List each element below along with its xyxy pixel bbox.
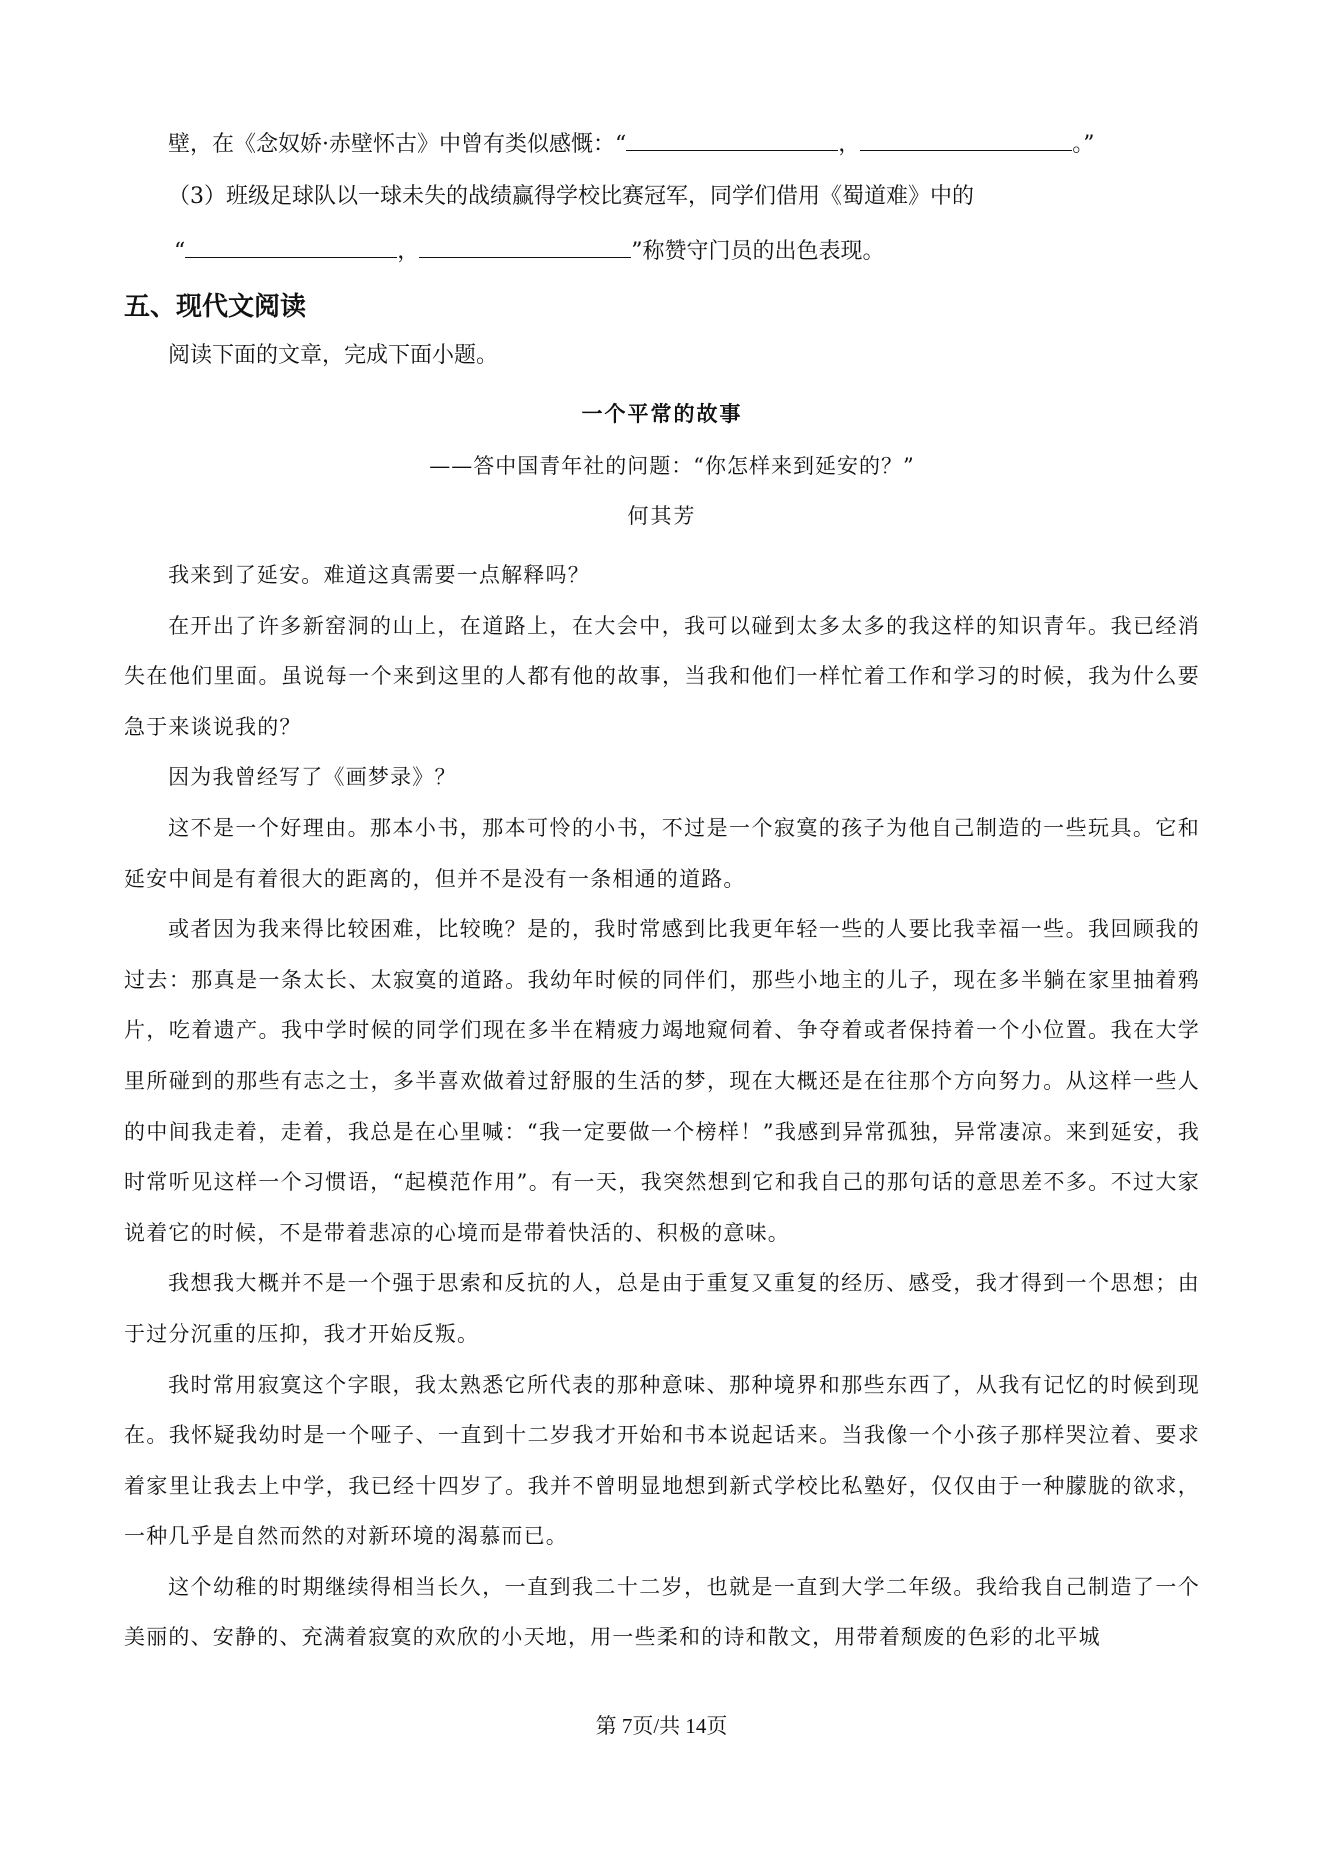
section-heading: 五、现代文阅读 [124,292,307,322]
article-paragraph: 或者因为我来得比较困难，比较晚？是的，我时常感到比我更年轻一些的人要比我幸福一些。我回顾我的过去：那真是一条太长、太寂寞的道路。我幼年时候的同伴们，那些小地主的儿子，现在多半躺在家里抽着鸦片，吃着遗产。我中学时候的同学们现在多半在精疲力竭地窥伺着、争夺着或者保持着一个小位置。我在大学里所碰到的那些有志之士，多半喜欢做着过舒服的生活的梦，现在大概还是在往那个方向努力。从这样一些人的中间我走着，走着，我总是在心里喊：“我一定要做一个榜样！”我感到异常孤独，异常凄凉。来到延安，我时常听见这样一个习惯语，“起模范作用”。有一天，我突然想到它和我自己的那句话的意思差不多。不过大家说着它的时候，不是带着悲凉的心境而是带着快活的、积极的意味。 [124,917,1200,1245]
article-paragraph: 我时常用寂寞这个字眼，我太熟悉它所代表的那种意味、那种境界和那些东西了，从我有记忆的时候到现在。我怀疑我幼时是一个哑子、一直到十二岁我才开始和书本说起话来。当我像一个小孩子那样哭泣着、要求着家里让我去上中学，我已经十四岁了。我并不曾明显地想到新式学校比私塾好，仅仅由于一种朦胧的欲求，一种几乎是自然而然的对新环境的渴慕而已。 [124,1372,1200,1549]
article-paragraph: 我来到了延安。难道这真需要一点解释吗？ [168,563,590,587]
answer-blank-2[interactable] [860,128,1072,151]
answer-blank-4[interactable] [419,235,631,258]
page-number: 第 7页/共 14页 [595,1714,728,1738]
page-content [124,128,1200,1663]
article-paragraph: 我想我大概并不是一个强于思索和反抗的人，总是由于重复又重复的经历、感受，我才得到一个思想；由于过分沉重的压抑，我才开始反叛。 [124,1271,1200,1346]
article-paragraph: 这不是一个好理由。那本小书，那本可怜的小书，不过是一个寂寞的孩子为他自己制造的一些玩具。它和延安中间是有着很大的距离的，但并不是没有一条相通的道路。 [124,815,1200,891]
article-paragraph: 在开出了许多新窑洞的山上，在道路上，在大会中，我可以碰到太多太多的我这样的知识青年。我已经消失在他们里面。虽说每一个来到这里的人都有他的故事，当我和他们一样忙着工作和学习的时候，我为什么要急于来谈说我的？ [124,613,1200,739]
fill-in-line-3 [124,235,1200,266]
fill-in-line-3-suffix: ”称赞守门员的出色表现。 [631,239,885,264]
fill-in-line-3-prefix: “ [174,239,186,264]
fill-in-line-3-mid: ， [397,239,420,264]
article-paragraph: 这个幼稚的时期继续得相当长久，一直到我二十二岁，也就是一直到大学二年级。我给我自己制造了一个美丽的、安静的、充满着寂寞的欢欣的小天地，用一些柔和的诗和散文，用带着颓废的色彩的北平城 [124,1574,1200,1650]
fill-in-line-1-prefix: 壁，在《念奴娇·赤壁怀古》中曾有类似感慨：“ [168,132,627,157]
article-body [124,550,1200,1663]
section-instructions: 阅读下面的文章，完成下面小题。 [168,343,499,368]
article-subtitle: ——答中国青年社的问题：“你怎样来到延安的？” [429,454,915,478]
article-title: 一个平常的故事 [581,401,743,426]
article-author: 何其芳 [627,504,697,528]
fill-in-line-1-mid: ， [838,132,861,157]
answer-blank-1[interactable] [626,128,838,151]
article-paragraph: 因为我曾经写了《画梦录》？ [168,765,457,790]
answer-blank-3[interactable] [185,235,397,258]
fill-in-question-3: （3）班级足球队以一球未失的战绩赢得学校比赛冠军，同学们借用《蜀道难》中的 [168,184,974,209]
fill-in-line-1 [124,128,1200,159]
fill-in-line-1-suffix: 。” [1072,132,1095,157]
